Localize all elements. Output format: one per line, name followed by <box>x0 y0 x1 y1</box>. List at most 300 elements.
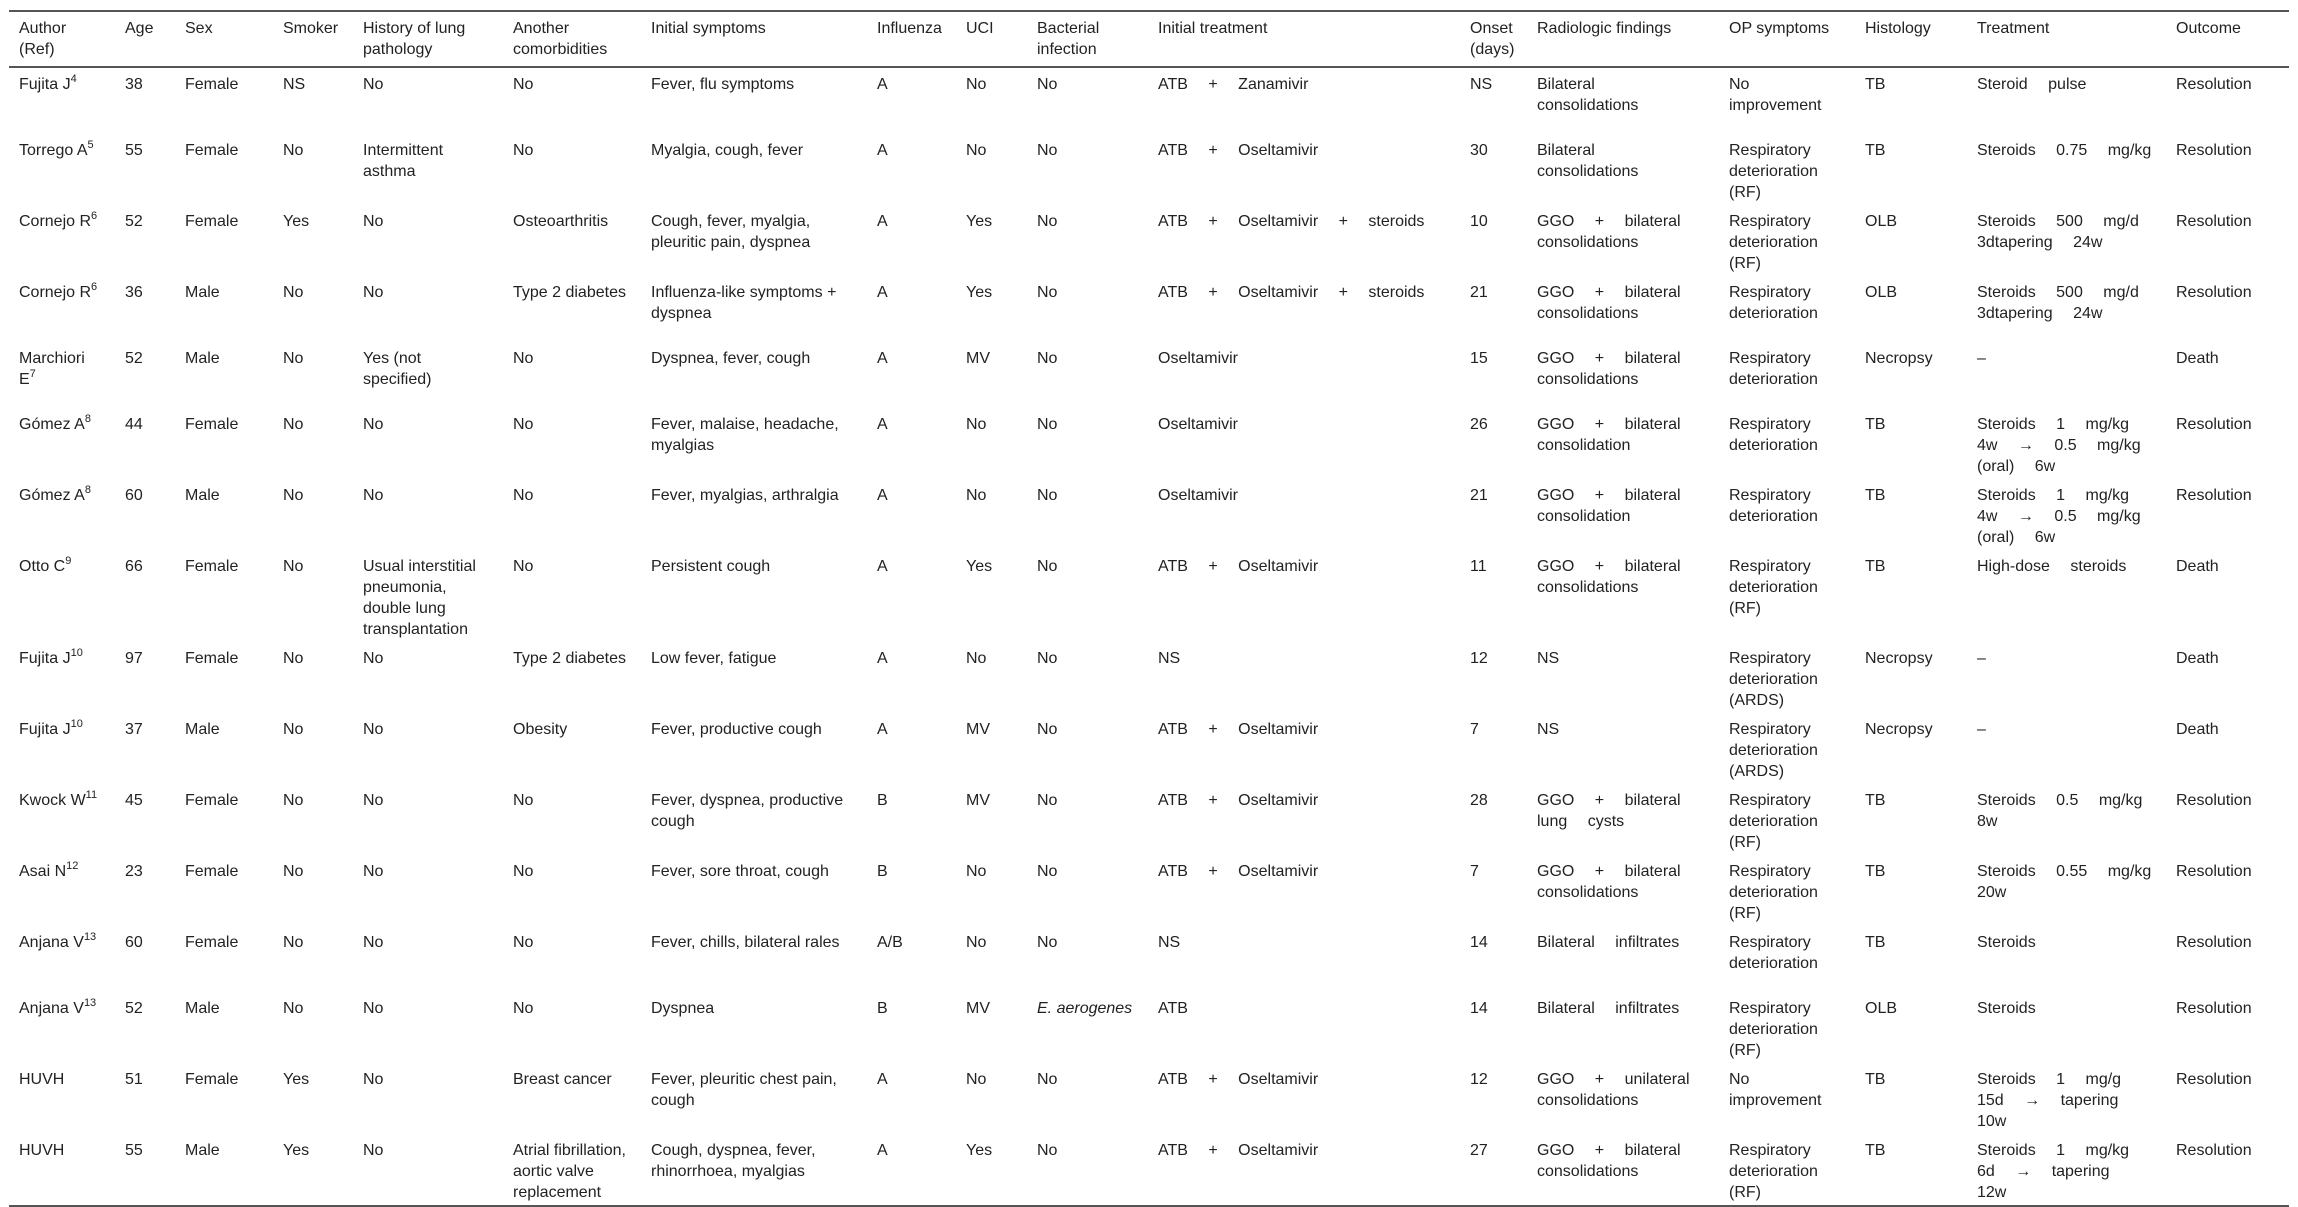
cell-history: No <box>363 1142 384 1159</box>
cell-bacterial: No <box>1037 650 1058 667</box>
cell-onset: 21 <box>1470 284 1488 301</box>
cell-author <box>9 550 115 642</box>
cell-radiologic: GGO + bilateral consolidations <box>1537 213 1681 251</box>
cell-comorbidities: No <box>513 142 534 159</box>
cell-age: 52 <box>125 350 143 367</box>
reference-number: 13 <box>83 996 97 1009</box>
cell-author <box>9 276 115 342</box>
cell-bacterial: No <box>1037 142 1058 159</box>
col-header-histology: Histology <box>1865 20 1931 37</box>
cell-initial-treatment: Oseltamivir <box>1158 487 1239 504</box>
cell-initial-treatment: ATB + Zanamivir <box>1158 76 1309 93</box>
cell-initial-symptoms: Fever, chills, bilateral rales <box>651 934 840 951</box>
cell-onset: 10 <box>1470 213 1488 230</box>
cell-bacterial: No <box>1037 1142 1058 1159</box>
cell-author <box>9 479 115 550</box>
cell-initial-symptoms: Dyspnea, fever, cough <box>651 350 811 367</box>
cell-radiologic: GGO + bilateral consolidations <box>1537 1142 1681 1180</box>
table-row <box>9 855 2289 926</box>
cell-sex: Female <box>185 213 239 230</box>
cell-onset: 12 <box>1470 650 1488 667</box>
cell-bacterial: No <box>1037 416 1058 433</box>
cell-histology: Necropsy <box>1865 721 1933 738</box>
cell-initial-symptoms: Dyspnea <box>651 1000 715 1017</box>
cell-bacterial: No <box>1037 350 1058 367</box>
author-name: Fujita J <box>19 650 71 667</box>
cell-sex: Female <box>185 142 239 159</box>
cell-author <box>9 134 115 205</box>
cell-onset: NS <box>1470 76 1493 93</box>
cell-sex: Male <box>185 487 220 504</box>
cell-op-symptoms: Respiratory deterioration (RF) <box>1729 1000 1818 1059</box>
cell-op-symptoms: Respiratory deterioration (ARDS) <box>1729 721 1818 780</box>
cell-op-symptoms: Respiratory deterioration (RF) <box>1729 213 1818 272</box>
cell-influenza: A <box>877 1142 888 1159</box>
cell-initial-symptoms: Influenza-like symptoms + dyspnea <box>651 284 837 322</box>
cell-comorbidities: Osteoarthritis <box>513 213 609 230</box>
cell-op-symptoms: Respiratory deterioration <box>1729 416 1818 454</box>
cell-smoker: No <box>283 350 304 367</box>
cell-initial-symptoms: Fever, sore throat, cough <box>651 863 829 880</box>
cell-histology: OLB <box>1865 213 1898 230</box>
author-name: Cornejo R <box>19 284 92 301</box>
col-header-sex: Sex <box>185 20 213 37</box>
bacterium-name: E. aerogenes <box>1037 1000 1133 1017</box>
author-name: Marchiori E <box>19 350 85 388</box>
cell-influenza: A <box>877 213 888 230</box>
cell-radiologic: NS <box>1537 650 1560 667</box>
col-header-outcome: Outcome <box>2176 20 2241 37</box>
cell-uci: No <box>966 416 987 433</box>
reference-number: 6 <box>91 280 98 293</box>
cell-outcome: Resolution <box>2176 1071 2252 1088</box>
cell-initial-symptoms: Cough, dyspnea, fever, rhinorrhoea, myalgias <box>651 1142 816 1180</box>
reference-number: 10 <box>70 717 83 730</box>
cell-onset: 14 <box>1470 934 1488 951</box>
cell-bacterial: No <box>1037 863 1058 880</box>
cell-age: 60 <box>125 934 143 951</box>
cell-sex: Female <box>185 863 239 880</box>
cell-onset: 26 <box>1470 416 1488 433</box>
cell-influenza: A <box>877 284 888 301</box>
cell-op-symptoms: Respiratory deterioration (RF) <box>1729 142 1818 201</box>
cell-radiologic: GGO + bilateral consolidation <box>1537 487 1681 525</box>
case-table <box>9 10 2289 1207</box>
cell-smoker: Yes <box>283 1071 310 1088</box>
table-row <box>9 642 2289 713</box>
cell-initial-symptoms: Fever, productive cough <box>651 721 822 738</box>
cell-initial-treatment: ATB + Oseltamivir + steroids <box>1158 284 1425 301</box>
cell-bacterial: No <box>1037 1071 1058 1088</box>
cell-initial-symptoms: Fever, dyspnea, productive cough <box>651 792 844 830</box>
cell-author <box>9 205 115 276</box>
cell-treatment: – <box>1977 350 1986 367</box>
cell-uci: MV <box>966 1000 990 1017</box>
cell-treatment: High-dose steroids <box>1977 558 2127 575</box>
table-row <box>9 550 2289 642</box>
cell-uci: No <box>966 1071 987 1088</box>
cell-comorbidities: No <box>513 76 534 93</box>
table-row <box>9 926 2289 992</box>
cell-sex: Female <box>185 792 239 809</box>
col-header-initial-symptoms: Initial symptoms <box>651 20 766 37</box>
cell-age: 52 <box>125 1000 143 1017</box>
col-header-uci: UCI <box>966 20 994 37</box>
cell-initial-treatment: NS <box>1158 650 1181 667</box>
table-row <box>9 1063 2289 1134</box>
cell-bacterial: No <box>1037 792 1058 809</box>
cell-outcome: Death <box>2176 558 2219 575</box>
header-row <box>9 11 2289 67</box>
cell-outcome: Resolution <box>2176 1000 2252 1017</box>
cell-treatment: Steroids 500 mg/d 3dtapering 24w <box>1977 213 2139 251</box>
cell-initial-treatment: ATB + Oseltamivir <box>1158 1142 1319 1159</box>
col-header-smoker: Smoker <box>283 20 339 37</box>
cell-history: No <box>363 650 384 667</box>
cell-influenza: A <box>877 350 888 367</box>
cell-author <box>9 342 115 408</box>
cell-initial-symptoms: Fever, myalgias, arthralgia <box>651 487 839 504</box>
cell-initial-symptoms: Low fever, fatigue <box>651 650 777 667</box>
cell-author <box>9 713 115 784</box>
cell-histology: TB <box>1865 863 1886 880</box>
cell-uci: No <box>966 650 987 667</box>
col-header-comorbidities: Another comorbidities <box>513 20 608 58</box>
cell-uci: MV <box>966 721 990 738</box>
cell-sex: Female <box>185 1071 239 1088</box>
cell-author <box>9 926 115 992</box>
cell-initial-treatment: ATB + Oseltamivir <box>1158 1071 1319 1088</box>
cell-influenza: A <box>877 1071 888 1088</box>
cell-histology: OLB <box>1865 284 1898 301</box>
cell-onset: 27 <box>1470 1142 1488 1159</box>
table-container <box>9 10 2289 1207</box>
cell-radiologic: GGO + bilateral consolidation <box>1537 416 1681 454</box>
reference-number: 8 <box>84 483 91 496</box>
cell-uci: MV <box>966 792 990 809</box>
cell-bacterial: No <box>1037 76 1058 93</box>
cell-comorbidities: No <box>513 863 534 880</box>
reference-number: 10 <box>70 646 83 659</box>
table-row <box>9 205 2289 276</box>
cell-histology: Necropsy <box>1865 350 1933 367</box>
cell-smoker: No <box>283 416 304 433</box>
col-header-bacterial: Bacterial infection <box>1037 20 1100 58</box>
cell-sex: Male <box>185 350 220 367</box>
col-header-op-symptoms: OP symptoms <box>1729 20 1830 37</box>
cell-treatment: Steroid pulse <box>1977 76 2087 93</box>
cell-treatment: Steroids 1 mg/kg 4w → 0.5 mg/kg (oral) 6w <box>1977 416 2141 475</box>
cell-comorbidities: No <box>513 416 534 433</box>
cell-onset: 7 <box>1470 863 1479 880</box>
cell-initial-symptoms: Cough, fever, myalgia, pleuritic pain, dyspnea <box>651 213 811 251</box>
cell-comorbidities: Atrial fibrillation, aortic valve replacement <box>513 1142 626 1201</box>
cell-history: Usual interstitial pneumonia, double lung transplantation <box>363 558 476 638</box>
cell-radiologic: GGO + unilateral consolidations <box>1537 1071 1690 1109</box>
cell-age: 36 <box>125 284 143 301</box>
cell-histology: TB <box>1865 76 1886 93</box>
cell-treatment: Steroids 1 mg/kg 6d → tapering 12w <box>1977 1142 2130 1201</box>
cell-op-symptoms: Respiratory deterioration <box>1729 284 1818 322</box>
cell-uci: No <box>966 142 987 159</box>
cell-treatment: Steroids 500 mg/d 3dtapering 24w <box>1977 284 2139 322</box>
cell-treatment: Steroids <box>1977 934 2036 951</box>
cell-bacterial: No <box>1037 721 1058 738</box>
reference-number: 8 <box>84 412 91 425</box>
cell-initial-treatment: NS <box>1158 934 1181 951</box>
cell-smoker: No <box>283 284 304 301</box>
cell-comorbidities: No <box>513 1000 534 1017</box>
cell-comorbidities: Obesity <box>513 721 568 738</box>
reference-number: 13 <box>83 930 97 943</box>
table-row <box>9 67 2289 134</box>
cell-radiologic: Bilateral consolidations <box>1537 76 1639 114</box>
cell-histology: TB <box>1865 1071 1886 1088</box>
table-row <box>9 784 2289 855</box>
cell-age: 38 <box>125 76 143 93</box>
cell-smoker: No <box>283 650 304 667</box>
cell-initial-treatment: ATB + Oseltamivir <box>1158 558 1319 575</box>
cell-sex: Female <box>185 558 239 575</box>
cell-uci: No <box>966 863 987 880</box>
cell-radiologic: GGO + bilateral consolidations <box>1537 863 1681 901</box>
cell-op-symptoms: Respiratory deterioration (ARDS) <box>1729 650 1818 709</box>
cell-initial-treatment: ATB + Oseltamivir <box>1158 792 1319 809</box>
cell-treatment: – <box>1977 650 1986 667</box>
cell-age: 55 <box>125 142 143 159</box>
cell-age: 55 <box>125 1142 143 1159</box>
cell-history: No <box>363 76 384 93</box>
table-row <box>9 1134 2289 1206</box>
cell-treatment: Steroids <box>1977 1000 2036 1017</box>
cell-initial-symptoms: Persistent cough <box>651 558 771 575</box>
cell-uci: No <box>966 487 987 504</box>
cell-op-symptoms: Respiratory deterioration (RF) <box>1729 558 1818 617</box>
cell-treatment: – <box>1977 721 1986 738</box>
cell-smoker: No <box>283 721 304 738</box>
col-header-influenza: Influenza <box>877 20 942 37</box>
cell-history: No <box>363 487 384 504</box>
cell-influenza: A <box>877 558 888 575</box>
col-header-treatment: Treatment <box>1977 20 2050 37</box>
cell-histology: TB <box>1865 487 1886 504</box>
cell-age: 44 <box>125 416 143 433</box>
cell-influenza: B <box>877 863 888 880</box>
cell-sex: Female <box>185 416 239 433</box>
cell-radiologic: GGO + bilateral consolidations <box>1537 558 1681 596</box>
cell-onset: 28 <box>1470 792 1488 809</box>
cell-radiologic: GGO + bilateral consolidations <box>1537 284 1681 322</box>
cell-op-symptoms: Respiratory deterioration (RF) <box>1729 792 1818 851</box>
cell-bacterial: No <box>1037 213 1058 230</box>
table-row <box>9 713 2289 784</box>
cell-outcome: Resolution <box>2176 76 2252 93</box>
cell-outcome: Resolution <box>2176 792 2252 809</box>
cell-initial-treatment: ATB + Oseltamivir <box>1158 863 1319 880</box>
cell-histology: TB <box>1865 792 1886 809</box>
cell-author <box>9 67 115 134</box>
cell-history: No <box>363 1071 384 1088</box>
cell-initial-symptoms: Fever, pleuritic chest pain, cough <box>651 1071 837 1109</box>
reference-number: 12 <box>66 859 79 872</box>
cell-outcome: Resolution <box>2176 213 2252 230</box>
cell-age: 37 <box>125 721 143 738</box>
cell-radiologic: Bilateral infiltrates <box>1537 934 1680 951</box>
table-row <box>9 134 2289 205</box>
cell-smoker: No <box>283 487 304 504</box>
author-name: HUVH <box>19 1142 65 1159</box>
cell-author <box>9 855 115 926</box>
cell-onset: 7 <box>1470 721 1479 738</box>
col-header-age: Age <box>125 20 154 37</box>
cell-treatment: Steroids 0.55 mg/kg 20w <box>1977 863 2152 901</box>
cell-age: 45 <box>125 792 143 809</box>
cell-comorbidities: No <box>513 350 534 367</box>
cell-onset: 14 <box>1470 1000 1488 1017</box>
cell-influenza: A/B <box>877 934 903 951</box>
cell-treatment: Steroids 0.5 mg/kg 8w <box>1977 792 2143 830</box>
cell-histology: TB <box>1865 142 1886 159</box>
cell-onset: 11 <box>1470 558 1487 575</box>
cell-histology: OLB <box>1865 1000 1898 1017</box>
cell-influenza: A <box>877 650 888 667</box>
cell-radiologic: GGO + bilateral consolidations <box>1537 350 1681 388</box>
cell-bacterial: No <box>1037 487 1058 504</box>
cell-op-symptoms: Respiratory deterioration <box>1729 487 1818 525</box>
cell-smoker: No <box>283 863 304 880</box>
cell-initial-treatment: ATB <box>1158 1000 1188 1017</box>
cell-bacterial: No <box>1037 558 1058 575</box>
cell-treatment: Steroids 0.75 mg/kg <box>1977 142 2152 159</box>
cell-comorbidities: Breast cancer <box>513 1071 612 1088</box>
cell-smoker: No <box>283 792 304 809</box>
cell-initial-treatment: ATB + Oseltamivir <box>1158 142 1319 159</box>
author-name: HUVH <box>19 1071 65 1088</box>
cell-initial-treatment: ATB + Oseltamivir <box>1158 721 1319 738</box>
cell-smoker: Yes <box>283 1142 310 1159</box>
cell-age: 51 <box>125 1071 143 1088</box>
cell-initial-treatment: Oseltamivir <box>1158 416 1239 433</box>
table-row <box>9 992 2289 1063</box>
reference-number: 9 <box>65 554 72 567</box>
cell-history: No <box>363 1000 384 1017</box>
reference-number: 11 <box>85 788 98 801</box>
cell-uci: Yes <box>966 1142 993 1159</box>
author-name: Torrego A <box>19 142 88 159</box>
cell-comorbidities: No <box>513 934 534 951</box>
cell-outcome: Resolution <box>2176 284 2252 301</box>
cell-age: 66 <box>125 558 143 575</box>
author-name: Gómez A <box>19 487 85 504</box>
cell-histology: TB <box>1865 558 1886 575</box>
cell-treatment: Steroids 1 mg/g 15d → tapering 10w <box>1977 1071 2122 1130</box>
cell-influenza: A <box>877 487 888 504</box>
author-name: Asai N <box>19 863 67 880</box>
table-body <box>9 67 2289 1206</box>
reference-number: 7 <box>29 367 36 380</box>
table-row <box>9 408 2289 479</box>
cell-author <box>9 784 115 855</box>
cell-initial-symptoms: Myalgia, cough, fever <box>651 142 804 159</box>
cell-comorbidities: No <box>513 558 534 575</box>
col-header-author: Author (Ref) <box>19 20 67 58</box>
cell-op-symptoms: Respiratory deterioration (RF) <box>1729 1142 1818 1201</box>
cell-smoker: No <box>283 142 304 159</box>
cell-smoker: No <box>283 1000 304 1017</box>
author-name: Anjana V <box>19 1000 84 1017</box>
cell-outcome: Resolution <box>2176 487 2252 504</box>
cell-history: Intermittent asthma <box>363 142 444 180</box>
cell-influenza: A <box>877 416 888 433</box>
cell-op-symptoms: No improvement <box>1729 76 1822 114</box>
cell-onset: 21 <box>1470 487 1488 504</box>
cell-author <box>9 992 115 1063</box>
cell-history: No <box>363 934 384 951</box>
cell-author <box>9 1134 115 1206</box>
table-row <box>9 342 2289 408</box>
cell-sex: Male <box>185 721 220 738</box>
cell-histology: TB <box>1865 416 1886 433</box>
cell-comorbidities: No <box>513 792 534 809</box>
cell-history: No <box>363 792 384 809</box>
cell-radiologic: Bilateral infiltrates <box>1537 1000 1680 1017</box>
cell-comorbidities: Type 2 diabetes <box>513 650 626 667</box>
cell-bacterial: No <box>1037 284 1058 301</box>
cell-histology: Necropsy <box>1865 650 1933 667</box>
cell-sex: Male <box>185 284 220 301</box>
cell-uci: MV <box>966 350 990 367</box>
cell-sex: Male <box>185 1000 220 1017</box>
author-name: Gómez A <box>19 416 85 433</box>
cell-outcome: Resolution <box>2176 863 2252 880</box>
cell-age: 23 <box>125 863 143 880</box>
cell-uci: No <box>966 76 987 93</box>
author-name: Kwock W <box>19 792 86 809</box>
cell-initial-symptoms: Fever, malaise, headache, myalgias <box>651 416 839 454</box>
cell-history: No <box>363 863 384 880</box>
cell-sex: Female <box>185 650 239 667</box>
cell-bacterial: No <box>1037 934 1058 951</box>
cell-bacterial <box>1027 992 1148 1063</box>
cell-history: Yes (not specified) <box>363 350 432 388</box>
cell-onset: 12 <box>1470 1071 1488 1088</box>
cell-radiologic: Bilateral consolidations <box>1537 142 1639 180</box>
reference-number: 5 <box>87 138 94 151</box>
cell-uci: Yes <box>966 213 993 230</box>
cell-sex: Male <box>185 1142 220 1159</box>
cell-author <box>9 1063 115 1134</box>
cell-outcome: Resolution <box>2176 1142 2252 1159</box>
cell-influenza: A <box>877 142 888 159</box>
author-name: Fujita J <box>19 76 71 93</box>
cell-op-symptoms: Respiratory deterioration (RF) <box>1729 863 1818 922</box>
cell-op-symptoms: Respiratory deterioration <box>1729 350 1818 388</box>
cell-history: No <box>363 213 384 230</box>
cell-onset: 15 <box>1470 350 1488 367</box>
cell-outcome: Resolution <box>2176 142 2252 159</box>
cell-outcome: Death <box>2176 721 2219 738</box>
cell-influenza: A <box>877 76 888 93</box>
cell-sex: Female <box>185 76 239 93</box>
cell-uci: Yes <box>966 558 993 575</box>
cell-histology: TB <box>1865 1142 1886 1159</box>
cell-initial-treatment: Oseltamivir <box>1158 350 1239 367</box>
cell-outcome: Death <box>2176 650 2219 667</box>
cell-radiologic: NS <box>1537 721 1560 738</box>
cell-smoker: No <box>283 934 304 951</box>
cell-uci: Yes <box>966 284 993 301</box>
col-header-initial-treatment: Initial treatment <box>1158 20 1268 37</box>
